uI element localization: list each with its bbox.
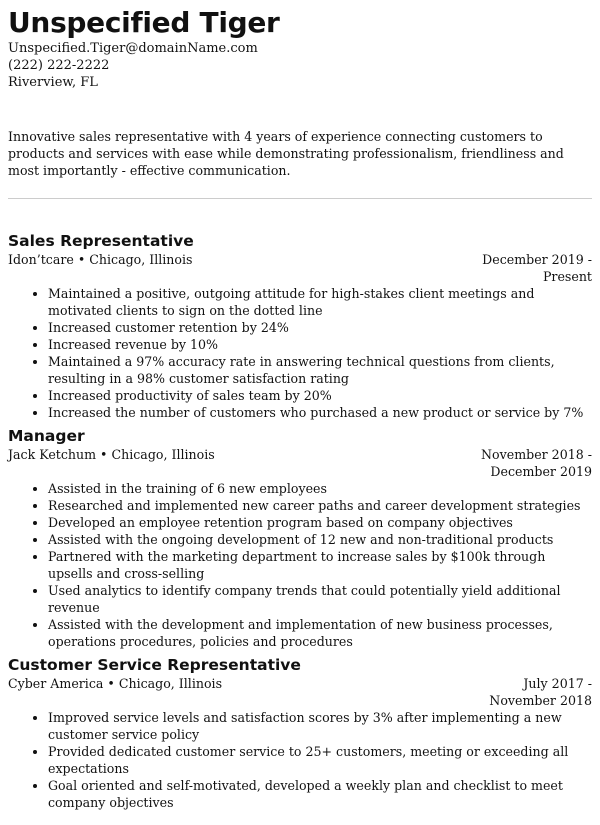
bullet-item: • Partnered with the marketing department to increase sales by $100k through upsells and cross-selling — [48, 548, 592, 582]
job-dates: July 2017 - November 2018 — [489, 676, 592, 708]
contact-email: Unspecified.Tiger@domainName.com — [8, 41, 258, 56]
bullet-item: • Used analytics to identify company trends that could potentially yield additional revenue — [48, 582, 592, 616]
bullet-item: • Developed an employee retention program based on company objectives — [48, 514, 592, 531]
bullet-item: • Goal oriented and self-motivated, developed a weekly plan and checklist to meet company objectives — [48, 777, 592, 811]
job-bullets — [8, 285, 592, 421]
job-company: Jack Ketchum • Chicago, Illinois — [8, 447, 215, 462]
bullet-item: • Assisted with the ongoing development of 12 new and non-traditional products — [48, 531, 592, 548]
resume-page — [8, 0, 592, 811]
bullet-item: • Researched and implemented new career paths and career development strategies — [48, 497, 592, 514]
job-meta — [8, 251, 592, 285]
job-company: Cyber America • Chicago, Illinois — [8, 676, 223, 691]
bullet-item: • Increased productivity of sales team by 20% — [48, 387, 592, 404]
job-company: Idon’tcare • Chicago, Illinois — [8, 252, 193, 267]
divider-spacer — [8, 199, 592, 231]
job-title: Manager — [8, 427, 85, 445]
job-meta — [8, 675, 592, 709]
bullet-item: • Assisted in the training of 6 new employees — [48, 480, 592, 497]
bullet-item: • Increased customer retention by 24% — [48, 319, 592, 336]
job-bullets — [8, 480, 592, 650]
bullet-item: • Provided dedicated customer service to 25+ customers, meeting or exceeding all expectations — [48, 743, 592, 777]
job-title: Sales Representative — [8, 232, 194, 250]
bullet-item: • Assisted with the development and implementation of new business processes, operations procedures, policies and procedures — [48, 616, 592, 650]
job-dates: December 2019 - Present — [482, 252, 592, 284]
bullet-item: • Maintained a positive, outgoing attitude for high-stakes client meetings and motivated clients to sign on the dotted line — [48, 285, 592, 319]
bullet-item: • Maintained a 97% accuracy rate in answering technical questions from clients, resulting in a 98% customer satisfaction rating — [48, 353, 592, 387]
job-meta — [8, 446, 592, 480]
contact-phone: (222) 222-2222 — [8, 58, 110, 73]
job-dates: November 2018 - December 2019 — [481, 447, 592, 479]
resume-name: Unspecified Tiger — [8, 6, 280, 39]
contact-location: Riverview, FL — [8, 75, 98, 90]
professional-summary: Innovative sales representative with 4 years of experience connecting customers to products and services with ease while demonstrating professionalism, friendliness and most importantly - effective communication. — [8, 129, 564, 178]
bullet-item: • Improved service levels and satisfaction scores by 3% after implementing a new customer service policy — [48, 709, 592, 743]
bullet-item: • Increased revenue by 10% — [48, 336, 592, 353]
experience-entry — [8, 426, 592, 650]
experience-entry — [8, 655, 592, 811]
bullet-item: • Increased the number of customers who purchased a new product or service by 7% — [48, 404, 592, 421]
experience-entry — [8, 231, 592, 421]
job-bullets — [8, 709, 592, 811]
job-title: Customer Service Representative — [8, 656, 301, 674]
